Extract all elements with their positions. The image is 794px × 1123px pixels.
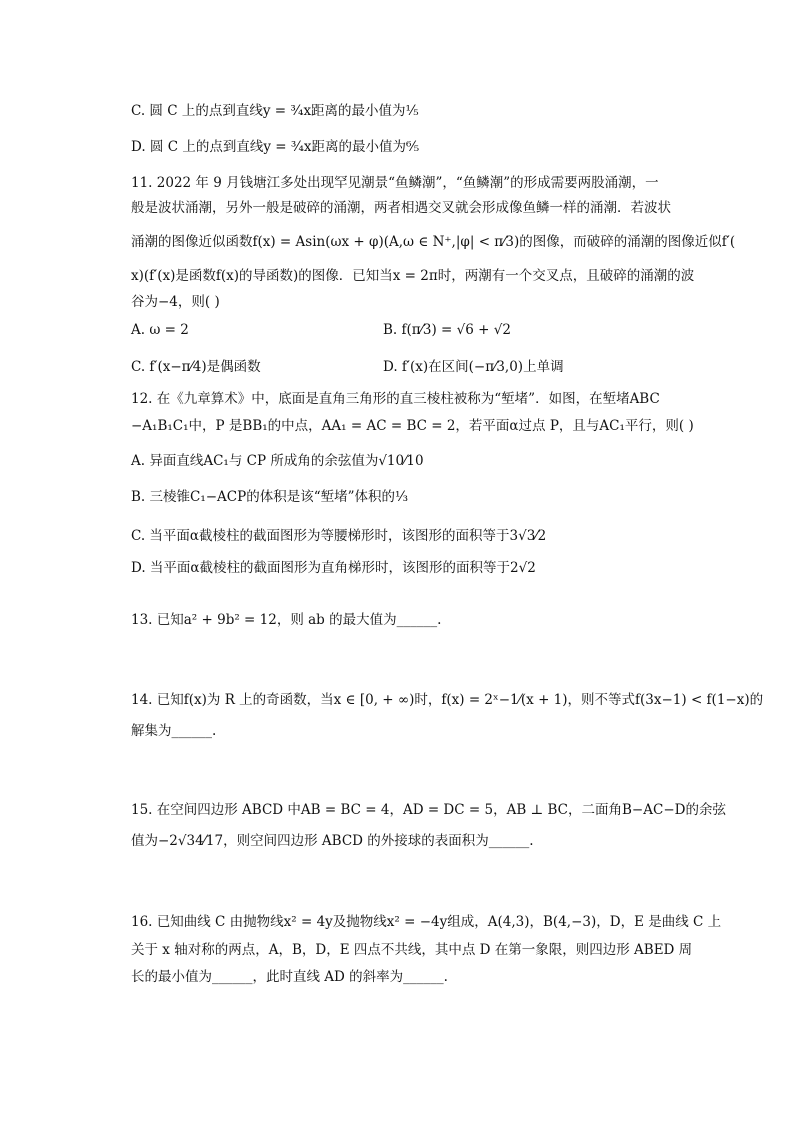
q11-stem-line-5: 谷为−4，则( )	[131, 294, 220, 310]
q10-option-c: C. 圆 C 上的点到直线y = ³⁄₄x距离的最小值为¹⁄₅	[131, 103, 419, 119]
q15-line-2: 值为−2√34⁄17，则空间四边形 ABCD 的外接球的表面积为______.	[131, 833, 534, 849]
q10-option-d: D. 圆 C 上的点到直线y = ³⁄₄x距离的最小值为⁶⁄₅	[131, 139, 420, 155]
q11-option-b: B. f(π⁄3) = √6 + √2	[383, 322, 511, 338]
q14-line-1: 14. 已知f(x)为 R 上的奇函数，当x ∈ [0, + ∞)时，f(x) = 2ˣ−1⁄(x + 1)，则不等式f(3x−1) < f(1−x)的	[131, 692, 764, 708]
q14-line-2: 解集为______.	[131, 723, 217, 739]
q13-text: 13. 已知a² + 9b² = 12，则 ab 的最大值为______.	[131, 612, 442, 628]
q12-option-d: D. 当平面α截棱柱的截面图形为直角梯形时，该图形的面积等于2√2	[131, 560, 536, 576]
q11-stem-line-1: 11. 2022 年 9 月钱塘江多处出现罕见潮景“鱼鳞潮”，“鱼鳞潮”的形成需要两股涌潮，一	[131, 175, 659, 191]
q12-stem-line-1: 12. 在《九章算术》中，底面是直角三角形的直三棱柱被称为“堑堵”．如图，在堑堵ABC	[131, 391, 660, 407]
q16-line-2: 关于 x 轴对称的两点，A，B，D，E 四点不共线，其中点 D 在第一象限，则四边形 ABED 周	[131, 942, 693, 958]
q11-stem-line-3: 涌潮的图像近似函数f(x) = Asin(ωx + φ)(A,ω ∈ N⁺,|φ| < π⁄3)的图像，而破碎的涌潮的图像近似f′(	[131, 234, 736, 250]
q12-option-b: B. 三棱锥C₁−ACP的体积是该“堑堵”体积的¹⁄₃	[131, 489, 409, 505]
q12-option-a: A. 异面直线AC₁与 CP 所成角的余弦值为√10⁄10	[131, 453, 424, 469]
q11-option-a: A. ω = 2	[131, 322, 189, 338]
q11-stem-line-2: 般是波状涌潮，另外一般是破碎的涌潮，两者相遇交叉就会形成像鱼鳞一样的涌潮．若波状	[131, 200, 671, 216]
q15-line-1: 15. 在空间四边形 ABCD 中AB = BC = 4，AD = DC = 5，AB ⊥ BC，二面角B−AC−D的余弦	[131, 802, 726, 818]
q12-option-c: C. 当平面α截棱柱的截面图形为等腰梯形时，该图形的面积等于3√3⁄2	[131, 528, 547, 544]
q16-line-3: 长的最小值为______，此时直线 AD 的斜率为______.	[131, 969, 448, 985]
q11-stem-line-4: x)(f′(x)是函数f(x)的导函数)的图像．已知当x = 2π时，两潮有一个交叉点，且破碎的涌潮的波	[131, 268, 695, 284]
q16-line-1: 16. 已知曲线 C 由抛物线x² = 4y及抛物线x² = −4y组成，A(4,3)，B(4,−3)，D，E 是曲线 C 上	[131, 914, 722, 930]
q11-option-c: C. f′(x−π⁄4)是偶函数	[131, 359, 261, 375]
q12-stem-line-2: −A₁B₁C₁中，P 是BB₁的中点，AA₁ = AC = BC = 2，若平面α过点 P，且与AC₁平行，则( )	[131, 418, 694, 434]
q11-option-d: D. f′(x)在区间(−π⁄3,0)上单调	[383, 359, 564, 375]
